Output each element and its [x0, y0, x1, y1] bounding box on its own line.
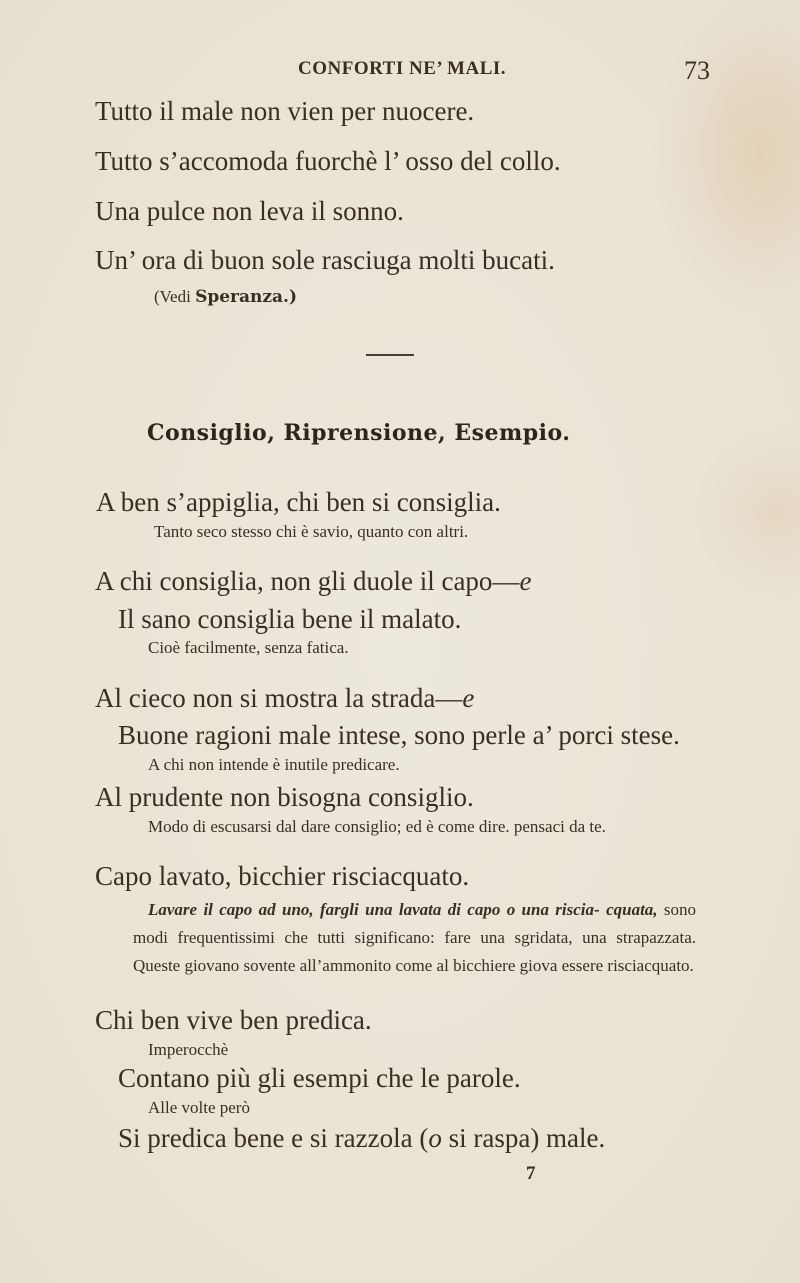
proverb-note: Modo di escusarsi dal dare consiglio; ed è come dire. pensaci da te.: [148, 817, 606, 836]
proverb-line: [118, 1123, 605, 1154]
proverb-line: Chi ben vive ben predica.: [95, 1005, 372, 1035]
proverb-line: Al prudente non bisogna consiglio.: [95, 782, 474, 812]
proverb-line: [95, 566, 531, 597]
section-divider: [366, 354, 414, 356]
proverb-suffix: e: [519, 566, 532, 596]
page-number: 73: [684, 56, 710, 85]
see-also-link: Speranza.): [195, 287, 298, 307]
note-italic: cquata,: [606, 900, 658, 919]
note-italic: Lavare il capo ad uno,: [148, 900, 314, 919]
proverb-note: A chi non intende è inutile predicare.: [148, 755, 400, 774]
proverb-line: Tutto il male non vien per nuocere.: [95, 96, 475, 126]
proverb-note: Imperocchè: [148, 1040, 229, 1059]
proverb-line: Contano più gli esempi che le parole.: [118, 1063, 521, 1093]
proverb-text: Al cieco non si mostra la strada—: [95, 683, 463, 713]
note-italic: fargli: [320, 900, 359, 919]
signature-mark: 7: [526, 1163, 536, 1184]
running-header: CONFORTI NE’ MALI.: [298, 58, 507, 79]
proverb-text: A chi consiglia, non gli duole il capo—: [95, 566, 520, 596]
note-text: sono modi frequentissimi che tutti significano: fare una sgridata, una strapazzata. Queste giovano sovente all’ammonito come al bicchiere giova essere risciacquato.: [133, 900, 697, 975]
proverb-explanation: [133, 896, 696, 980]
proverb-line: Un’ ora di buon sole rasciuga molti bucati.: [95, 245, 555, 275]
section-title: Consiglio, Riprensione, Esempio.: [147, 420, 571, 446]
proverb-suffix: e: [462, 683, 475, 713]
see-also-note: [154, 287, 297, 307]
proverb-line: [95, 683, 474, 714]
proverb-note: Alle volte però: [148, 1098, 250, 1117]
proverb-line: Capo lavato, bicchier risciacquato.: [95, 861, 470, 891]
proverb-note: Tanto seco stesso chi è savio, quanto con altri.: [154, 522, 469, 541]
proverb-line: Buone ragioni male intese, sono perle a’ porci stese.: [118, 720, 680, 750]
proverb-line: Una pulce non leva il sonno.: [95, 196, 404, 226]
proverb-note: Cioè facilmente, senza fatica.: [148, 638, 349, 657]
proverb-line: Il sano consiglia bene il malato.: [118, 604, 462, 634]
proverb-line: A ben s’appiglia, chi ben si consiglia.: [96, 487, 501, 517]
note-italic: una lavata di capo o una riscia-: [365, 900, 600, 919]
proverb-text: si raspa) male.: [441, 1123, 606, 1153]
proverb-italic: o: [428, 1123, 442, 1153]
proverb-text: Si predica bene e si razzola (: [118, 1123, 429, 1153]
proverb-line: Tutto s’accomoda fuorchè l’ osso del collo.: [95, 146, 561, 176]
see-also-prefix: (Vedi: [154, 287, 191, 306]
